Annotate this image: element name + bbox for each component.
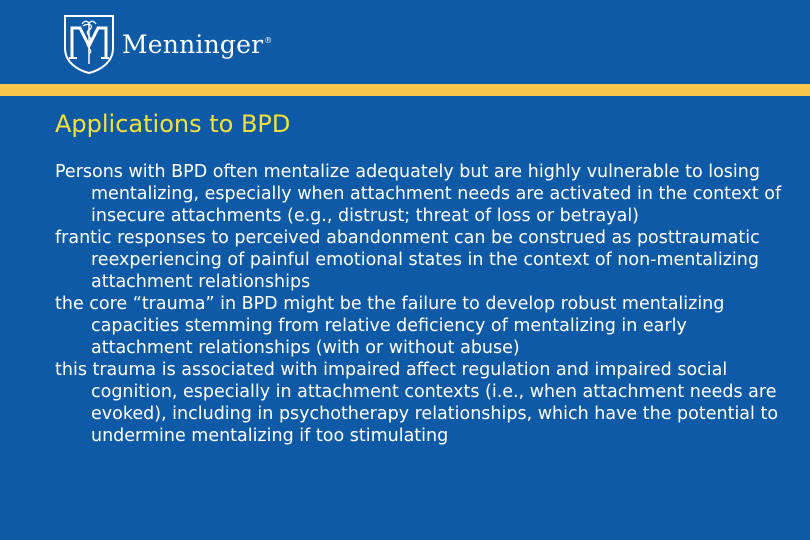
bullet-item: this trauma is associated with impaired affect regulation and impaired social cognition, especially in attachment contexts (i.e., when attachment needs are evoked), including in psychotherapy relationships, which have the potential to undermine mentalizing if too stimulating bbox=[55, 360, 779, 446]
bullet-item: frantic responses to perceived abandonment can be construed as posttraumatic reexperiencing of painful emotional states in the context of non-mentalizing attachment relationships bbox=[55, 228, 760, 292]
bullet-item: the core “trauma” in BPD might be the failure to develop robust mentalizing capacities stemming from relative deficiency of mentalizing in early attachment relationships (with or without abuse) bbox=[55, 294, 725, 358]
bullet-item: Persons with BPD often mentalize adequately but are highly vulnerable to losing mentalizing, especially when attachment needs are activated in the context of insecure attachments (e.g., distrust; threat of loss or betrayal) bbox=[55, 162, 782, 226]
logo-wordmark: Menninger® bbox=[122, 29, 273, 59]
slide-header bbox=[0, 0, 810, 84]
menninger-logo bbox=[62, 14, 272, 74]
slide-body bbox=[55, 161, 785, 447]
menninger-emblem-icon bbox=[62, 14, 116, 74]
accent-bar bbox=[0, 84, 810, 96]
registered-mark: ® bbox=[264, 36, 273, 46]
slide-title: Applications to BPD bbox=[55, 110, 291, 138]
